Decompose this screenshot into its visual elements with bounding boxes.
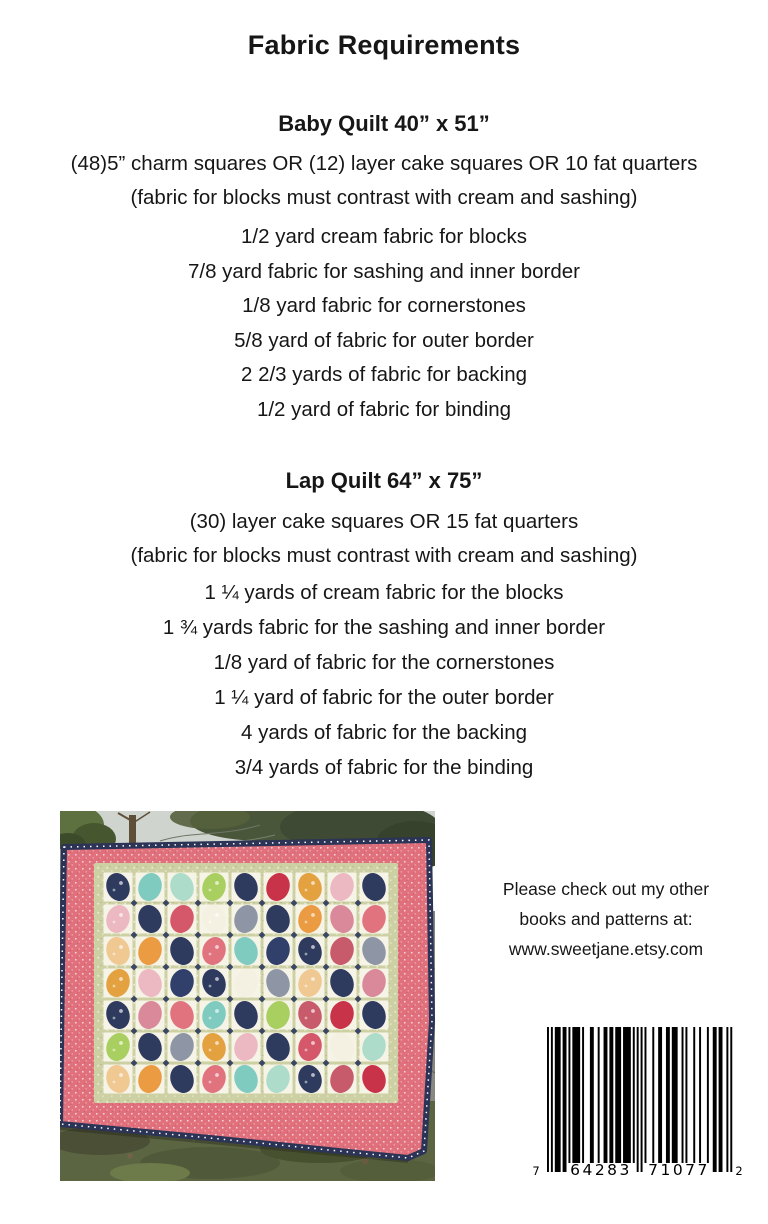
barcode-svg <box>528 1027 748 1181</box>
svg-text:7: 7 <box>532 1164 540 1178</box>
lap-requirement-line: 1/8 yard of fabric for the cornerstones <box>213 651 555 674</box>
lap-requirements-block <box>0 575 768 785</box>
baby-option-line: (48)5” charm squares OR (12) layer cake squares OR 10 fat quarters <box>70 152 698 175</box>
baby-requirement-line: 1/2 yard cream fabric for blocks <box>241 225 527 248</box>
barcode-bars <box>547 1027 732 1172</box>
etsy-url: www.sweetjane.etsy.com <box>508 939 704 959</box>
baby-option-line: (fabric for blocks must contrast with cream and sashing) <box>130 186 638 209</box>
svg-text:71077: 71077 <box>648 1161 710 1179</box>
baby-options-block <box>0 147 768 215</box>
lap-options-block <box>0 505 768 573</box>
lap-requirement-line: 4 yards of fabric for the backing <box>240 721 527 744</box>
note-line: Please check out my other <box>502 879 710 899</box>
barcode <box>528 1027 748 1181</box>
svg-text:2: 2 <box>735 1164 743 1178</box>
quilt-photo-svg <box>60 811 435 1181</box>
quilt-photo <box>60 811 435 1181</box>
lap-requirement-line: 1 ¾ yards fabric for the sashing and inner border <box>162 616 606 639</box>
lap-option-line: (fabric for blocks must contrast with cream and sashing) <box>130 544 638 567</box>
quilt <box>60 840 432 1158</box>
page-title: Fabric Requirements <box>247 30 521 60</box>
baby-requirement-line: 5/8 yard of fabric for outer border <box>234 328 534 352</box>
baby-requirement-line: 7/8 yard fabric for sashing and inner border <box>187 259 580 283</box>
lap-quilt-heading: Lap Quilt 64” x 75” <box>285 468 483 493</box>
contact-note <box>456 874 756 964</box>
baby-requirement-line: 1/8 yard fabric for cornerstones <box>242 294 526 317</box>
lap-requirement-line: 1 ¼ yards of cream fabric for the blocks <box>204 581 564 604</box>
lap-option-line: (30) layer cake squares OR 15 fat quarters <box>189 510 579 533</box>
lap-requirement-line: 1 ¼ yard of fabric for the outer border <box>214 686 554 709</box>
baby-requirement-line: 1/2 yard of fabric for binding <box>256 397 512 421</box>
baby-requirement-line: 2 2/3 yards of fabric for backing <box>240 363 527 386</box>
svg-text:64283: 64283 <box>570 1161 632 1179</box>
baby-quilt-heading: Baby Quilt 40” x 51” <box>278 111 490 136</box>
note-line: books and patterns at: <box>519 909 693 929</box>
baby-requirements-block <box>0 220 768 427</box>
lap-requirement-line: 3/4 yards of fabric for the binding <box>234 756 534 779</box>
